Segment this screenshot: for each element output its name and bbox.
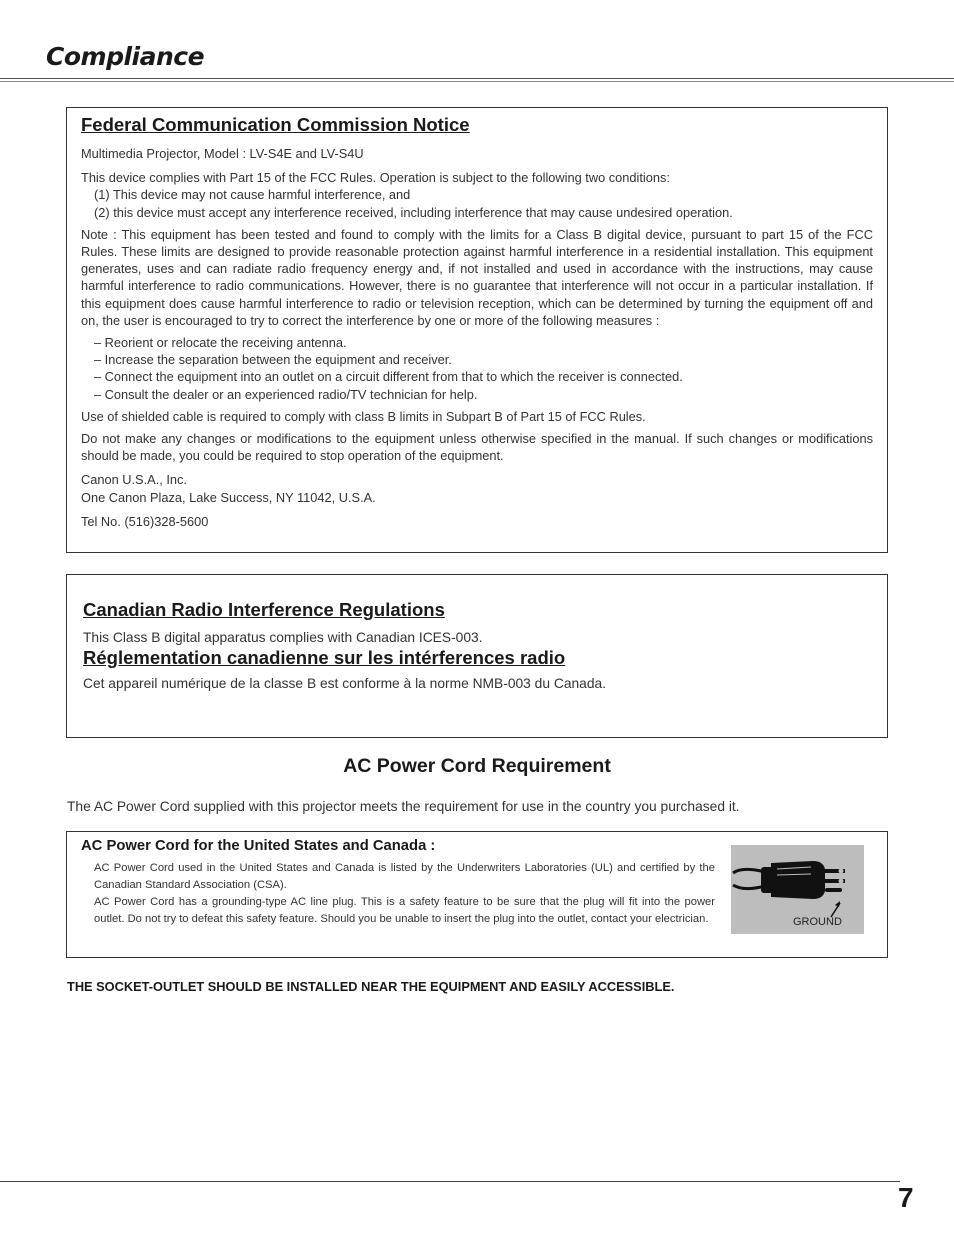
fcc-complies: This device complies with Part 15 of the FCC Rules. Operation is subject to the following two conditions: [81,170,670,186]
page-title: Compliance [46,42,205,71]
ac-power-intro: The AC Power Cord supplied with this projector meets the requirement for use in the country you purchased it. [67,799,740,814]
socket-outlet-warning: THE SOCKET-OUTLET SHOULD BE INSTALLED NEAR THE EQUIPMENT AND EASILY ACCESSIBLE. [67,979,675,994]
fcc-note: Note : This equipment has been tested and found to comply with the limits for a Class B digital device, pursuant to part 15 of the FCC Rules. These limits are designed to provide reasonable protection against harmful interference in a residential installation. This equipment generates, uses and can radiate radio frequency energy and, if not installed and used in accordance with the instructions, may cause harmful interference to radio communications. However, there is no guarantee that interference will not occur in a particular installation. If this equipment does cause harmful interference to radio or television reception, which can be determined by turning the equipment off and on, the user is encouraged to try to correct the interference by one or more of the following measures : [81,226,873,328]
fcc-model: Multimedia Projector, Model : LV-S4E and LV-S4U [81,146,364,161]
fcc-address: One Canon Plaza, Lake Success, NY 11042, U.S.A. [81,489,376,505]
ac-power-us-canada-box [66,831,888,958]
header-rule [0,78,954,79]
header-rule-secondary [0,81,954,82]
ac-power-heading: AC Power Cord Requirement [343,755,611,777]
fcc-measure: – Reorient or relocate the receiving antenna. [94,335,347,351]
fcc-condition: (1) This device may not cause harmful interference, and [94,187,411,203]
fcc-notice-box [66,107,888,553]
canadian-heading-fr: Réglementation canadienne sur les intérferences radio [83,647,566,668]
fcc-company: Canon U.S.A., Inc. [81,472,187,488]
ground-label: GROUND [793,916,842,928]
ac-us-text: AC Power Cord used in the United States and Canada is listed by the Underwriters Laboratories (UL) and certified by the Canadian Standard Association (CSA). [94,862,715,891]
fcc-changes: Do not make any changes or modifications to the equipment unless otherwise specified in the manual. If such changes or modifications should be made, you could be required to stop operation of the equipment. [81,431,873,464]
canadian-regulations-box [66,574,888,738]
fcc-tel: Tel No. (516)328-5600 [81,513,209,529]
canadian-heading-en: Canadian Radio Interference Regulations [83,599,445,620]
fcc-shielded-cable: Use of shielded cable is required to comply with class B limits in Subpart B of Part 15 of FCC Rules. [81,408,646,424]
canadian-text-en: This Class B digital apparatus complies with Canadian ICES-003. [83,630,483,645]
ac-us-text: AC Power Cord has a grounding-type AC line plug. This is a safety feature to be sure that the plug will fit into the power outlet. Do not try to defeat this safety feature. Should you be unable to insert the plug into the outlet, contact your electrician. [94,896,715,925]
fcc-measure: – Increase the separation between the equipment and receiver. [94,352,452,368]
fcc-measure: – Consult the dealer or an experienced radio/TV technician for help. [94,386,478,402]
page-number: 7 [898,1182,914,1213]
ac-us-heading: AC Power Cord for the United States and Canada : [81,838,436,854]
canadian-text-fr: Cet appareil numérique de la classe B est conforme à la norme NMB-003 du Canada. [83,676,607,691]
plug-illustration [731,845,864,934]
footer-rule [0,1181,900,1182]
fcc-condition: (2) this device must accept any interference received, including interference that may cause undesired operation. [94,204,733,220]
fcc-heading: Federal Communication Commission Notice [81,114,470,135]
fcc-measure: – Connect the equipment into an outlet on a circuit different from that to which the receiver is connected. [94,369,683,385]
